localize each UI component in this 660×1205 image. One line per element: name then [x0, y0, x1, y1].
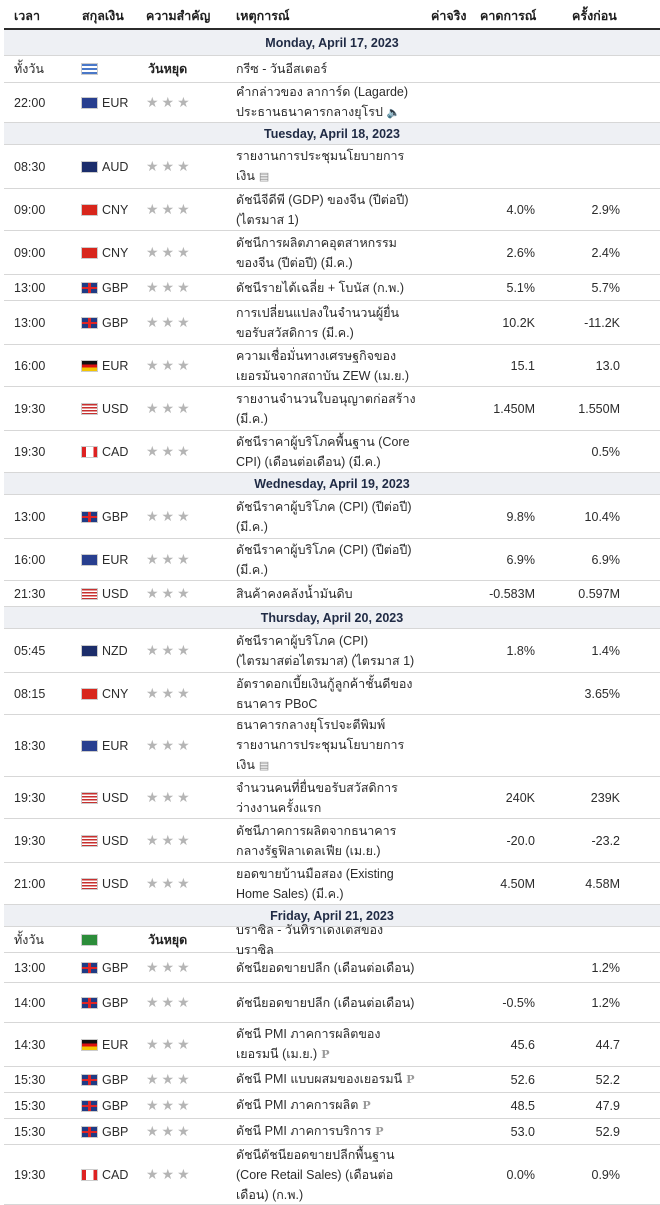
currency-code: GBP — [102, 1072, 129, 1087]
document-icon[interactable]: ▤ — [258, 760, 270, 772]
event-row[interactable] — [4, 715, 660, 777]
currency-code: USD — [102, 876, 129, 891]
currency-code: GBP — [102, 509, 129, 524]
previous-value: 1.2% — [591, 960, 620, 975]
event-time: 13:00 — [14, 509, 46, 524]
currency-code: GBP — [102, 315, 129, 330]
event-row[interactable] — [4, 1023, 660, 1067]
previous-value: 1.4% — [591, 643, 620, 658]
event-text[interactable]: ดัชนีราคาผู้บริโภค (CPI) (ปีต่อปี) (มี.ค.) — [236, 542, 412, 577]
flag-icon — [81, 645, 98, 657]
importance-stars: ★★★ — [146, 357, 193, 373]
importance-stars: ★★★ — [146, 314, 193, 330]
event-row[interactable] — [4, 1119, 660, 1145]
event-text[interactable]: รายงานการประชุมนโยบายการเงิน — [236, 149, 405, 183]
previous-value: 52.2 — [595, 1072, 620, 1087]
event-row[interactable] — [4, 495, 660, 539]
currency-code: USD — [102, 790, 129, 805]
flag-icon — [81, 934, 98, 946]
event-name — [236, 1145, 416, 1205]
flag-icon — [81, 446, 98, 458]
flag-icon — [81, 1074, 98, 1086]
event-time: 08:30 — [14, 159, 46, 174]
event-text[interactable]: บราซิล - วันทิราเดงเตสของบราซิล — [236, 922, 384, 957]
event-name — [236, 1121, 416, 1142]
previous-value: 5.7% — [591, 280, 620, 295]
event-time: 14:00 — [14, 995, 46, 1010]
event-text[interactable]: ดัชนี PMI แบบผสมของเยอรมนี — [236, 1072, 403, 1086]
currency-code: CNY — [102, 686, 129, 701]
importance-stars: ★★★ — [146, 1166, 193, 1182]
event-name — [236, 1069, 416, 1090]
event-text[interactable]: ธนาคารกลางยุโรปจะตีพิมพ์รายงานการประชุมนโยบายการเงิน — [236, 718, 405, 772]
event-name — [236, 389, 416, 429]
previous-value: 44.7 — [595, 1037, 620, 1052]
event-text[interactable]: ความเชื่อมั่นทางเศรษฐกิจของเยอรมันจากสถาบัน ZEW (เม.ย.) — [236, 348, 410, 383]
previous-value: 47.9 — [595, 1098, 620, 1113]
forecast-value: 1.8% — [506, 643, 535, 658]
importance-stars: ★★★ — [146, 1036, 193, 1052]
forecast-value: -0.583M — [489, 586, 535, 601]
event-name — [236, 778, 416, 818]
event-name — [236, 497, 416, 537]
currency-code: NZD — [102, 643, 128, 658]
event-name — [236, 146, 416, 187]
event-text[interactable]: ดัชนีการผลิตภาคอุตสาหกรรมของจีน (ปีต่อปี) (มี.ค.) — [236, 235, 397, 270]
flag-icon — [81, 588, 98, 600]
header-time: เวลา — [14, 9, 40, 23]
importance-stars: ★★★ — [146, 585, 193, 601]
event-text[interactable]: สินค้าคงคลังน้ำมันดิบ — [236, 586, 353, 601]
event-text[interactable]: ดัชนีจีดีพี (GDP) ของจีน (ปีต่อปี) (ไตรมาส 1) — [236, 192, 409, 227]
event-row[interactable] — [4, 1093, 660, 1119]
previous-value: 1.550M — [578, 401, 620, 416]
event-row[interactable] — [4, 983, 660, 1023]
importance-stars: ★★★ — [146, 551, 193, 567]
currency-code: CNY — [102, 202, 129, 217]
event-name — [236, 432, 416, 472]
flag-icon — [81, 247, 98, 259]
currency-code: EUR — [102, 95, 129, 110]
table-body — [4, 30, 660, 1205]
forecast-value: 0.0% — [506, 1167, 535, 1182]
forecast-value: 53.0 — [510, 1124, 535, 1139]
currency-code: EUR — [102, 552, 129, 567]
event-time: 16:00 — [14, 552, 46, 567]
preliminary-icon[interactable]: P — [406, 1073, 415, 1086]
day-label: Monday, April 17, 2023 — [265, 35, 399, 50]
forecast-value: 48.5 — [510, 1098, 535, 1113]
flag-icon — [81, 1126, 98, 1138]
currency-code: USD — [102, 833, 129, 848]
event-text[interactable]: ดัชนีดัชนียอดขายปลีกพื้นฐาน (Core Retail Sales) (เดือนต่อเดือน) (ก.พ.) — [236, 1147, 395, 1202]
event-text[interactable]: คำกล่าวของ ลาการ์ด (Lagarde) ประธานธนาคารกลางยุโรป — [236, 85, 409, 119]
forecast-value: -0.5% — [502, 995, 535, 1010]
flag-icon — [81, 554, 98, 566]
flag-icon — [81, 997, 98, 1009]
header-actual: ค่าจริง — [431, 9, 467, 23]
event-row[interactable] — [4, 581, 660, 607]
forecast-value: 9.8% — [506, 509, 535, 524]
currency-code: GBP — [102, 995, 129, 1010]
holiday-row[interactable] — [4, 56, 660, 83]
flag-icon — [81, 360, 98, 372]
event-row[interactable] — [4, 1145, 660, 1205]
flag-icon — [81, 878, 98, 890]
header-event: เหตุการณ์ — [236, 9, 290, 23]
event-text[interactable]: จำนวนคนที่ยื่นขอรับสวัสดิการว่างงานครั้งแรก — [236, 780, 398, 815]
event-text[interactable]: ดัชนีรายได้เฉลี่ย + โบนัส (ก.พ.) — [236, 280, 404, 295]
importance-stars: ★★★ — [146, 400, 193, 416]
previous-value: 6.9% — [591, 552, 620, 567]
flag-icon — [81, 161, 98, 173]
previous-value: 2.4% — [591, 245, 620, 260]
event-name — [236, 631, 416, 671]
event-name — [236, 540, 416, 580]
event-text[interactable]: ดัชนียอดขายปลีก (เดือนต่อเดือน) — [236, 960, 415, 975]
forecast-value: 1.450M — [493, 401, 535, 416]
previous-value: 239K — [590, 790, 620, 805]
importance-stars: ★★★ — [146, 832, 193, 848]
event-text[interactable]: ดัชนี PMI ภาคการผลิตของเยอรมนี (เม.ย.) — [236, 1027, 381, 1061]
importance-stars: ★★★ — [146, 1097, 193, 1113]
forecast-value: 4.0% — [506, 202, 535, 217]
previous-value: 13.0 — [595, 358, 620, 373]
previous-value: 3.65% — [584, 686, 620, 701]
importance-stars: ★★★ — [146, 959, 193, 975]
event-time: 08:15 — [14, 686, 46, 701]
event-name — [236, 674, 416, 714]
event-time: 16:00 — [14, 358, 46, 373]
currency-code: USD — [102, 586, 129, 601]
forecast-value: 2.6% — [506, 245, 535, 260]
event-name — [236, 958, 416, 978]
flag-icon — [81, 688, 98, 700]
day-label: Wednesday, April 19, 2023 — [254, 476, 410, 491]
event-row[interactable] — [4, 539, 660, 581]
event-row[interactable] — [4, 275, 660, 301]
event-name — [236, 584, 416, 604]
importance-stars: ★★★ — [146, 508, 193, 524]
event-row[interactable] — [4, 1067, 660, 1093]
event-name — [236, 993, 416, 1013]
event-name — [236, 1024, 416, 1065]
header-importance: ความสำคัญ — [146, 9, 211, 23]
importance-stars: ★★★ — [146, 789, 193, 805]
day-label: Thursday, April 20, 2023 — [260, 610, 404, 625]
forecast-value: 240K — [505, 790, 535, 805]
importance-stars: ★★★ — [146, 1071, 193, 1087]
event-time: ทั้งวัน — [14, 62, 44, 76]
flag-icon — [81, 792, 98, 804]
event-time: 21:00 — [14, 876, 46, 891]
event-time: 18:30 — [14, 738, 46, 753]
event-text[interactable]: กรีซ - วันอีสเตอร์ — [236, 62, 328, 76]
flag-icon — [81, 740, 98, 752]
event-row[interactable] — [4, 777, 660, 819]
event-time: 19:30 — [14, 444, 46, 459]
event-name — [236, 1095, 416, 1116]
day-label: Tuesday, April 18, 2023 — [264, 126, 400, 141]
event-text[interactable]: ดัชนียอดขายปลีก (เดือนต่อเดือน) — [236, 995, 415, 1010]
flag-icon — [81, 204, 98, 216]
event-name — [236, 864, 416, 904]
importance-stars: ★★★ — [146, 737, 193, 753]
currency-code: EUR — [102, 358, 129, 373]
forecast-value: 6.9% — [506, 552, 535, 567]
table-header — [4, 0, 660, 30]
previous-value: 52.9 — [595, 1124, 620, 1139]
event-name — [236, 278, 416, 298]
event-name — [236, 82, 416, 123]
event-time: 15:30 — [14, 1072, 46, 1087]
previous-value: 0.597M — [578, 586, 620, 601]
day-header — [4, 473, 660, 495]
importance-stars: ★★★ — [146, 201, 193, 217]
forecast-value: 4.50M — [500, 876, 535, 891]
event-time: 19:30 — [14, 790, 46, 805]
previous-value: 2.9% — [591, 202, 620, 217]
economic-calendar-table — [4, 0, 660, 1205]
document-icon[interactable]: ▤ — [258, 171, 270, 183]
previous-value: 1.2% — [591, 995, 620, 1010]
event-text[interactable]: รายงานจำนวนใบอนุญาตก่อสร้าง (มี.ค.) — [236, 391, 416, 426]
currency-code: CAD — [102, 1167, 129, 1182]
flag-icon — [81, 835, 98, 847]
currency-code: GBP — [102, 1098, 129, 1113]
event-time: 21:30 — [14, 586, 46, 601]
event-name — [236, 233, 416, 273]
previous-value: -23.2 — [591, 833, 620, 848]
day-label: Friday, April 21, 2023 — [270, 908, 394, 923]
forecast-value: 10.2K — [502, 315, 535, 330]
currency-code: CNY — [102, 245, 129, 260]
event-name — [236, 190, 416, 230]
event-text[interactable]: ดัชนีราคาผู้บริโภค (CPI) (ไตรมาสต่อไตรมาส) (ไตรมาส 1) — [236, 633, 415, 668]
currency-code: GBP — [102, 1124, 129, 1139]
day-header — [4, 30, 660, 56]
event-time: 19:30 — [14, 833, 46, 848]
flag-icon — [81, 1169, 98, 1181]
event-text[interactable]: ดัชนีภาคการผลิตจากธนาคารกลางรัฐฟิลาเดลเฟีย (เม.ย.) — [236, 823, 397, 858]
event-row[interactable] — [4, 145, 660, 189]
previous-value: -11.2K — [584, 315, 620, 330]
importance-stars: ★★★ — [146, 685, 193, 701]
event-row[interactable] — [4, 83, 660, 123]
event-row[interactable] — [4, 673, 660, 715]
currency-code: GBP — [102, 960, 129, 975]
event-text[interactable]: ดัชนีราคาผู้บริโภค (CPI) (ปีต่อปี) (มี.ค.) — [236, 499, 412, 534]
preliminary-icon[interactable]: P — [362, 1099, 371, 1112]
event-row[interactable] — [4, 387, 660, 431]
event-name — [236, 715, 416, 776]
holiday-label: วันหยุด — [148, 62, 188, 76]
previous-value: 0.5% — [591, 444, 620, 459]
event-text[interactable]: ดัชนี PMI ภาคการบริการ — [236, 1124, 372, 1138]
event-time: 13:00 — [14, 315, 46, 330]
event-time: 09:00 — [14, 202, 46, 217]
event-time: 09:00 — [14, 245, 46, 260]
event-time: 05:45 — [14, 643, 46, 658]
event-name — [236, 821, 416, 861]
event-text[interactable]: ยอดขายบ้านมือสอง (Existing Home Sales) (มี.ค.) — [236, 866, 394, 901]
event-name — [236, 346, 416, 386]
forecast-value: 5.1% — [506, 280, 535, 295]
importance-stars: ★★★ — [146, 994, 193, 1010]
event-row[interactable] — [4, 629, 660, 673]
event-time: 13:00 — [14, 280, 46, 295]
forecast-value: 15.1 — [510, 358, 535, 373]
event-text[interactable]: ดัชนีราคาผู้บริโภคพื้นฐาน (Core CPI) (เดือนต่อเดือน) (มี.ค.) — [236, 434, 410, 469]
event-time: ทั้งวัน — [14, 932, 44, 947]
flag-icon — [81, 63, 98, 75]
currency-code: EUR — [102, 1037, 129, 1052]
header-forecast: คาดการณ์ — [480, 9, 537, 23]
importance-stars: ★★★ — [146, 875, 193, 891]
importance-stars: ★★★ — [146, 1123, 193, 1139]
speaker-icon[interactable]: 🔈 — [386, 107, 401, 119]
event-text[interactable]: อัตราดอกเบี้ยเงินกู้ลูกค้าชั้นดีของธนาคาร PBoC — [236, 676, 413, 711]
event-row[interactable] — [4, 863, 660, 905]
importance-stars: ★★★ — [146, 279, 193, 295]
event-row[interactable] — [4, 301, 660, 345]
event-text[interactable]: ดัชนี PMI ภาคการผลิต — [236, 1098, 359, 1112]
importance-stars: ★★★ — [146, 443, 193, 459]
currency-code: EUR — [102, 738, 129, 753]
event-row[interactable] — [4, 231, 660, 275]
currency-code: USD — [102, 401, 129, 416]
holiday-row[interactable] — [4, 922, 660, 957]
forecast-value: 45.6 — [510, 1037, 535, 1052]
event-time: 13:00 — [14, 960, 46, 975]
event-time: 14:30 — [14, 1037, 46, 1052]
event-row[interactable] — [4, 819, 660, 863]
event-row[interactable] — [4, 189, 660, 231]
day-header — [4, 607, 660, 629]
event-row[interactable] — [4, 431, 660, 473]
event-row[interactable] — [4, 345, 660, 387]
event-time: 15:30 — [14, 1124, 46, 1139]
holiday-label: วันหยุด — [148, 932, 188, 947]
header-previous: ครั้งก่อน — [572, 9, 617, 23]
event-name — [236, 303, 416, 343]
currency-code: CAD — [102, 444, 129, 459]
preliminary-icon[interactable]: P — [375, 1125, 384, 1138]
importance-stars: ★★★ — [146, 244, 193, 260]
flag-icon — [81, 1100, 98, 1112]
forecast-value: -20.0 — [506, 833, 535, 848]
flag-icon — [81, 403, 98, 415]
forecast-value: 52.6 — [510, 1072, 535, 1087]
flag-icon — [81, 511, 98, 523]
header-currency: สกุลเงิน — [82, 9, 124, 23]
event-time: 19:30 — [14, 1167, 46, 1182]
flag-icon — [81, 282, 98, 294]
event-text[interactable]: การเปลี่ยนแปลงในจำนวนผู้ยื่นขอรับสวัสดิการ (มี.ค.) — [236, 305, 400, 340]
flag-icon — [81, 317, 98, 329]
event-time: 15:30 — [14, 1098, 46, 1113]
currency-code: GBP — [102, 280, 129, 295]
previous-value: 4.58M — [585, 876, 620, 891]
currency-code: AUD — [102, 159, 129, 174]
event-time: 22:00 — [14, 95, 46, 110]
day-header — [4, 123, 660, 145]
previous-value: 10.4% — [584, 509, 620, 524]
importance-stars: ★★★ — [146, 94, 193, 110]
importance-stars: ★★★ — [146, 642, 193, 658]
event-name — [236, 59, 416, 79]
flag-icon — [81, 962, 98, 974]
flag-icon — [81, 1039, 98, 1051]
event-time: 19:30 — [14, 401, 46, 416]
previous-value: 0.9% — [591, 1167, 620, 1182]
flag-icon — [81, 97, 98, 109]
importance-stars: ★★★ — [146, 158, 193, 174]
event-row[interactable] — [4, 953, 660, 983]
preliminary-icon[interactable]: P — [321, 1048, 330, 1061]
